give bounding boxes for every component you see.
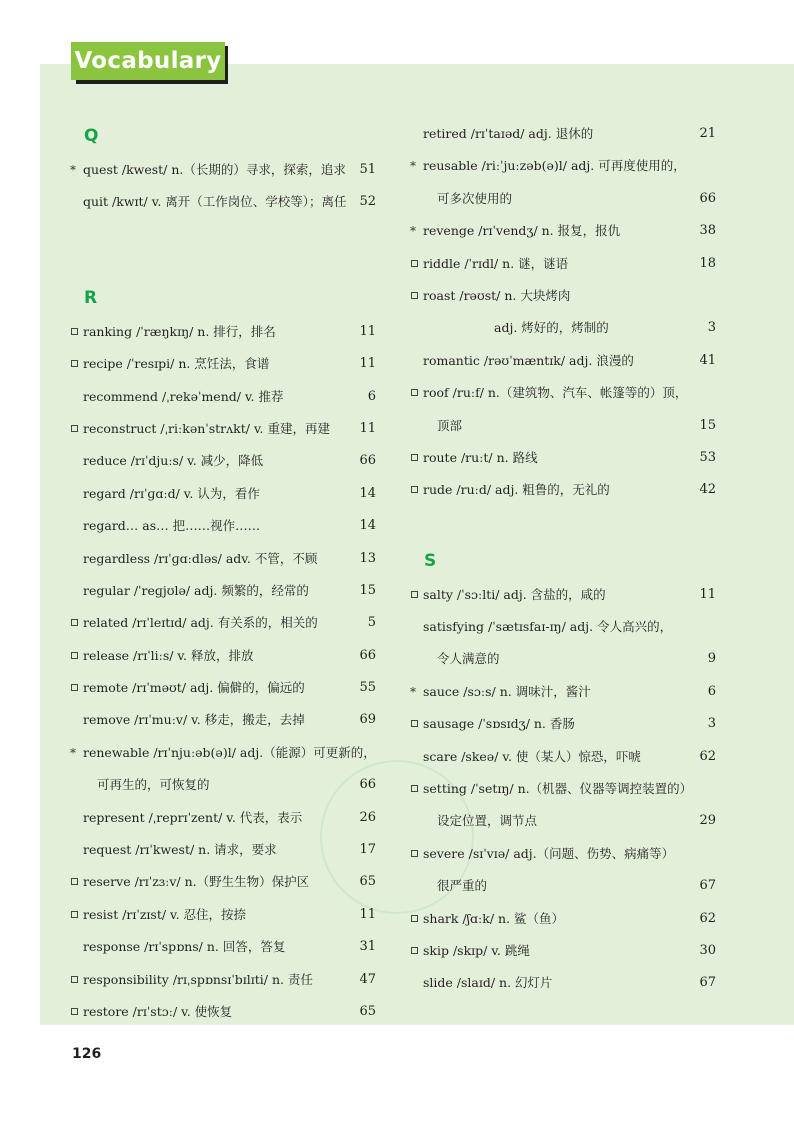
entry-text: rude /ruːd/ adj. 粗鲁的，无礼的 bbox=[423, 482, 610, 498]
vocab-entry bbox=[410, 442, 716, 474]
entry-text: quit /kwɪt/ v. 离开（工作岗位、学校等）；离任 bbox=[83, 194, 347, 210]
entry-line bbox=[410, 741, 716, 773]
entry-page: 51 bbox=[359, 162, 376, 177]
entry-line bbox=[410, 377, 716, 409]
entry-page: 15 bbox=[699, 417, 716, 433]
entry-text-continued: 设定位置，调节点 bbox=[437, 813, 538, 829]
entry-line bbox=[70, 381, 376, 413]
new-word-marker-icon bbox=[410, 248, 422, 280]
entry-text-continued: 很严重的 bbox=[437, 878, 488, 894]
entry-list-q bbox=[70, 154, 376, 219]
entry-text: satisfying /ˈsætɪsfaɪ-ɪŋ/ adj. 令人高兴的， bbox=[423, 619, 673, 635]
entry-page: 30 bbox=[699, 942, 716, 958]
entry-line bbox=[410, 838, 716, 870]
vocab-entry bbox=[410, 773, 716, 838]
entry-line-continued bbox=[70, 769, 376, 801]
entry-page: 3 bbox=[707, 716, 716, 732]
entry-page: 11 bbox=[359, 906, 376, 922]
section-letter-r: R bbox=[84, 287, 98, 308]
entry-page: 31 bbox=[359, 939, 376, 955]
vocab-entry bbox=[410, 741, 716, 773]
entry-text: skip /skɪp/ v. 跳绳 bbox=[423, 942, 530, 958]
entry-text-continued: adj. 烤好的，烤制的 bbox=[494, 320, 609, 336]
entry-line bbox=[70, 154, 376, 186]
entry-line bbox=[70, 316, 376, 348]
entry-text: reduce /rɪˈdjuːs/ v. 减少，降低 bbox=[83, 453, 264, 469]
vocab-entry bbox=[70, 834, 376, 866]
entry-list-s bbox=[410, 579, 716, 1000]
page-number: 126 bbox=[72, 1046, 102, 1062]
new-word-marker-icon bbox=[410, 708, 422, 740]
vocab-entry bbox=[410, 345, 716, 377]
entry-line bbox=[410, 708, 716, 740]
entry-line bbox=[70, 575, 376, 607]
entry-line bbox=[70, 737, 376, 769]
entry-line bbox=[70, 478, 376, 510]
entry-page: 6 bbox=[367, 388, 376, 404]
entry-text: regard /rɪˈɡɑːd/ v. 认为，看作 bbox=[83, 485, 260, 501]
entry-page: 15 bbox=[359, 582, 376, 598]
entry-text: slide /slaɪd/ n. 幻灯片 bbox=[423, 975, 553, 991]
entry-text: salty /ˈsɔːlti/ adj. 含盐的，咸的 bbox=[423, 586, 606, 602]
vocab-entry bbox=[410, 118, 716, 150]
entry-line bbox=[70, 413, 376, 445]
entry-line bbox=[70, 931, 376, 963]
entry-page: 11 bbox=[359, 420, 376, 436]
entry-text: quest /kwest/ n.（长期的）寻求，探索，追求 bbox=[83, 162, 346, 177]
extended-word-marker-icon bbox=[410, 676, 422, 709]
new-word-marker-icon bbox=[70, 899, 82, 931]
entry-line bbox=[70, 996, 376, 1028]
entry-text: regard… as… 把……视作…… bbox=[83, 518, 261, 534]
entry-line bbox=[410, 611, 716, 643]
entry-text: reserve /rɪˈzɜːv/ n.（野生生物）保护区 bbox=[83, 874, 310, 890]
entry-line bbox=[70, 704, 376, 736]
extended-word-marker-icon bbox=[70, 737, 82, 770]
entry-page: 66 bbox=[359, 777, 376, 793]
entry-text: roast /rəʊst/ n. 大块烤肉 bbox=[423, 287, 571, 303]
entry-text: response /rɪˈspɒns/ n. 回答，答复 bbox=[83, 939, 286, 955]
entry-line-continued bbox=[410, 870, 716, 902]
entry-text: severe /sɪˈvɪə/ adj.（问题、伤势、病痛等） bbox=[423, 845, 675, 861]
entry-page: 65 bbox=[359, 874, 376, 890]
entry-line bbox=[70, 672, 376, 704]
vocab-entry bbox=[70, 899, 376, 931]
entry-text: setting /ˈsetɪŋ/ n.（机器、仪器等调控装置的） bbox=[423, 781, 693, 797]
vocab-entry bbox=[70, 510, 376, 542]
entry-page: 47 bbox=[359, 971, 376, 987]
entry-page: 55 bbox=[359, 680, 376, 696]
vocab-entry bbox=[70, 802, 376, 834]
page-title: Vocabulary bbox=[71, 42, 225, 80]
entry-text: responsibility /rɪˌspɒnsɪˈbɪlɪti/ n. 责任 bbox=[83, 971, 313, 987]
vocab-entry bbox=[410, 150, 716, 215]
entry-page: 62 bbox=[699, 748, 716, 764]
entry-line bbox=[410, 773, 716, 805]
vocab-entry bbox=[70, 931, 376, 963]
new-word-marker-icon bbox=[410, 377, 422, 409]
entry-text: shark /ʃɑːk/ n. 鲨（鱼） bbox=[423, 910, 565, 926]
entry-page: 13 bbox=[359, 550, 376, 566]
entry-page: 14 bbox=[359, 485, 376, 501]
entry-text: reconstruct /ˌriːkənˈstrʌkt/ v. 重建，再建 bbox=[83, 420, 330, 436]
entry-page: 65 bbox=[359, 1003, 376, 1019]
entry-text: route /ruːt/ n. 路线 bbox=[423, 449, 538, 465]
new-word-marker-icon bbox=[70, 607, 82, 639]
entry-line bbox=[410, 150, 716, 182]
entry-text: renewable /rɪˈnjuːəb(ə)l/ adj.（能源）可更新的， bbox=[83, 744, 376, 760]
vocab-entry bbox=[410, 611, 716, 676]
entry-line bbox=[70, 186, 376, 218]
vocab-entry bbox=[410, 935, 716, 967]
extended-word-marker-icon bbox=[410, 150, 422, 183]
entry-text: romantic /rəʊˈmæntɪk/ adj. 浪漫的 bbox=[423, 352, 634, 368]
entry-text: revenge /rɪˈvendʒ/ n. 报复，报仇 bbox=[423, 223, 621, 239]
entry-page: 14 bbox=[359, 518, 376, 534]
vocab-entry bbox=[70, 316, 376, 348]
vocab-entry bbox=[410, 838, 716, 903]
entry-line bbox=[70, 640, 376, 672]
new-word-marker-icon bbox=[70, 866, 82, 898]
entry-line bbox=[70, 899, 376, 931]
entry-text: remove /rɪˈmuːv/ v. 移走，搬走，去掉 bbox=[83, 712, 305, 728]
vocab-entry bbox=[70, 866, 376, 898]
entry-text: recommend /ˌrekəˈmend/ v. 推荐 bbox=[83, 388, 284, 404]
new-word-marker-icon bbox=[410, 773, 422, 805]
entry-text: represent /ˌreprɪˈzent/ v. 代表，表示 bbox=[83, 809, 303, 825]
entry-line bbox=[70, 348, 376, 380]
new-word-marker-icon bbox=[410, 838, 422, 870]
section-letter-s: S bbox=[424, 550, 437, 571]
entry-line bbox=[70, 510, 376, 542]
entry-page: 11 bbox=[359, 356, 376, 372]
entry-page: 69 bbox=[359, 712, 376, 728]
entry-text: retired /rɪˈtaɪəd/ adj. 退休的 bbox=[423, 126, 594, 141]
entry-line bbox=[410, 442, 716, 474]
entry-page: 21 bbox=[699, 126, 716, 141]
entry-text: remote /rɪˈməʊt/ adj. 偏僻的，偏远的 bbox=[83, 680, 305, 696]
vocab-entry bbox=[70, 478, 376, 510]
vocab-entry bbox=[410, 903, 716, 935]
entry-line bbox=[410, 579, 716, 611]
entry-text: regardless /rɪˈɡɑːdləs/ adv. 不管，不顾 bbox=[83, 550, 318, 566]
entry-line bbox=[70, 543, 376, 575]
entry-text: riddle /ˈrɪdl/ n. 谜，谜语 bbox=[423, 255, 569, 271]
vocab-entry bbox=[410, 248, 716, 280]
entry-page: 53 bbox=[699, 449, 716, 465]
entry-page: 26 bbox=[359, 809, 376, 825]
vocab-entry bbox=[410, 280, 716, 345]
entry-line bbox=[70, 964, 376, 996]
entry-line-continued bbox=[410, 643, 716, 675]
entry-line-continued bbox=[410, 805, 716, 837]
entry-page: 67 bbox=[699, 878, 716, 894]
entry-text: release /rɪˈliːs/ v. 释放，排放 bbox=[83, 647, 254, 663]
new-word-marker-icon bbox=[410, 579, 422, 611]
vocab-entry bbox=[70, 445, 376, 477]
extended-word-marker-icon bbox=[70, 154, 82, 187]
entry-line bbox=[410, 345, 716, 377]
entry-text: scare /skeə/ v. 使（某人）惊恐，吓唬 bbox=[423, 748, 641, 764]
entry-page: 42 bbox=[699, 482, 716, 498]
entry-page: 67 bbox=[699, 975, 716, 991]
entry-line bbox=[410, 118, 716, 150]
vocab-entry bbox=[70, 672, 376, 704]
new-word-marker-icon bbox=[410, 935, 422, 967]
vocab-entry bbox=[70, 186, 376, 218]
entry-list-r-right bbox=[410, 118, 716, 507]
entry-text: roof /ruːf/ n.（建筑物、汽车、帐篷等的）顶， bbox=[423, 385, 688, 401]
vocab-entry bbox=[410, 474, 716, 506]
entry-line-continued bbox=[410, 312, 716, 344]
entry-line-continued bbox=[410, 183, 716, 215]
entry-line bbox=[410, 280, 716, 312]
entry-line bbox=[410, 903, 716, 935]
entry-text: restore /rɪˈstɔː/ v. 使恢复 bbox=[83, 1003, 233, 1019]
vocab-entry bbox=[70, 996, 376, 1028]
entry-page: 38 bbox=[699, 223, 716, 239]
entry-page: 18 bbox=[699, 255, 716, 271]
entry-line bbox=[70, 866, 376, 898]
entry-line bbox=[410, 967, 716, 999]
new-word-marker-icon bbox=[70, 413, 82, 445]
new-word-marker-icon bbox=[70, 672, 82, 704]
new-word-marker-icon bbox=[410, 280, 422, 312]
entry-page: 62 bbox=[699, 910, 716, 926]
entry-line bbox=[70, 445, 376, 477]
vocab-entry bbox=[70, 543, 376, 575]
entry-text: recipe /ˈresɪpi/ n. 烹饪法，食谱 bbox=[83, 356, 270, 372]
entry-page: 66 bbox=[359, 453, 376, 469]
vocab-entry bbox=[70, 607, 376, 639]
section-gap bbox=[70, 219, 376, 280]
section-letter-q: Q bbox=[84, 126, 99, 146]
entry-line bbox=[70, 607, 376, 639]
entry-text: reusable /riːˈjuːzəb(ə)l/ adj. 可再度使用的， bbox=[423, 158, 686, 174]
extended-word-marker-icon bbox=[410, 215, 422, 248]
vocab-entry bbox=[70, 413, 376, 445]
new-word-marker-icon bbox=[410, 442, 422, 474]
new-word-marker-icon bbox=[410, 903, 422, 935]
vocab-entry bbox=[70, 154, 376, 186]
entry-text-continued: 顶部 bbox=[437, 417, 463, 433]
entry-line-continued bbox=[410, 410, 716, 442]
entry-page: 66 bbox=[699, 190, 716, 206]
entry-text: resist /rɪˈzɪst/ v. 忍住，按捺 bbox=[83, 906, 247, 922]
vocab-entry bbox=[70, 704, 376, 736]
entry-text-continued: 可再生的，可恢复的 bbox=[97, 777, 210, 793]
entry-text: request /rɪˈkwest/ n. 请求，要求 bbox=[83, 842, 277, 858]
new-word-marker-icon bbox=[410, 474, 422, 506]
vocab-entry bbox=[70, 575, 376, 607]
entry-line bbox=[410, 474, 716, 506]
entry-page: 41 bbox=[699, 352, 716, 368]
right-column bbox=[410, 118, 716, 1000]
new-word-marker-icon bbox=[70, 964, 82, 996]
vocab-entry bbox=[70, 381, 376, 413]
entry-page: 6 bbox=[707, 683, 716, 699]
entry-page: 5 bbox=[367, 615, 376, 631]
entry-page: 17 bbox=[359, 842, 376, 858]
entry-page: 11 bbox=[699, 586, 716, 602]
vocab-entry bbox=[410, 967, 716, 999]
entry-text-continued: 可多次使用的 bbox=[437, 190, 513, 206]
vocab-entry bbox=[70, 640, 376, 672]
entry-line bbox=[410, 248, 716, 280]
entry-text: sauce /sɔːs/ n. 调味汁，酱汁 bbox=[423, 683, 591, 699]
vocab-entry bbox=[410, 579, 716, 611]
vocab-entry bbox=[70, 737, 376, 802]
left-column bbox=[70, 118, 376, 1028]
entry-page: 3 bbox=[707, 320, 716, 336]
new-word-marker-icon bbox=[70, 640, 82, 672]
entry-page: 29 bbox=[699, 813, 716, 829]
entry-page: 66 bbox=[359, 647, 376, 663]
entry-text-continued: 令人满意的 bbox=[437, 651, 500, 667]
entry-text: regular /ˈreɡjʊlə/ adj. 频繁的，经常的 bbox=[83, 582, 309, 598]
vocab-entry bbox=[410, 215, 716, 247]
new-word-marker-icon bbox=[70, 316, 82, 348]
entry-line bbox=[410, 935, 716, 967]
entry-line bbox=[410, 676, 716, 708]
entry-text: ranking /ˈræŋkɪŋ/ n. 排行，排名 bbox=[83, 323, 276, 339]
new-word-marker-icon bbox=[70, 348, 82, 380]
entry-page: 52 bbox=[359, 194, 376, 210]
section-gap bbox=[410, 507, 716, 543]
entry-page: 9 bbox=[707, 651, 716, 667]
entry-line bbox=[70, 802, 376, 834]
entry-text: related /rɪˈleɪtɪd/ adj. 有关系的，相关的 bbox=[83, 615, 318, 631]
vocab-entry bbox=[70, 964, 376, 996]
entry-list-r-left bbox=[70, 316, 376, 1029]
vocab-entry bbox=[410, 377, 716, 442]
vocab-entry bbox=[70, 348, 376, 380]
vocab-entry bbox=[410, 676, 716, 708]
entry-text: sausage /ˈsɒsɪdʒ/ n. 香肠 bbox=[423, 716, 575, 732]
entry-line bbox=[70, 834, 376, 866]
vocab-entry bbox=[410, 708, 716, 740]
entry-line bbox=[410, 215, 716, 247]
entry-page: 11 bbox=[359, 323, 376, 339]
new-word-marker-icon bbox=[70, 996, 82, 1028]
